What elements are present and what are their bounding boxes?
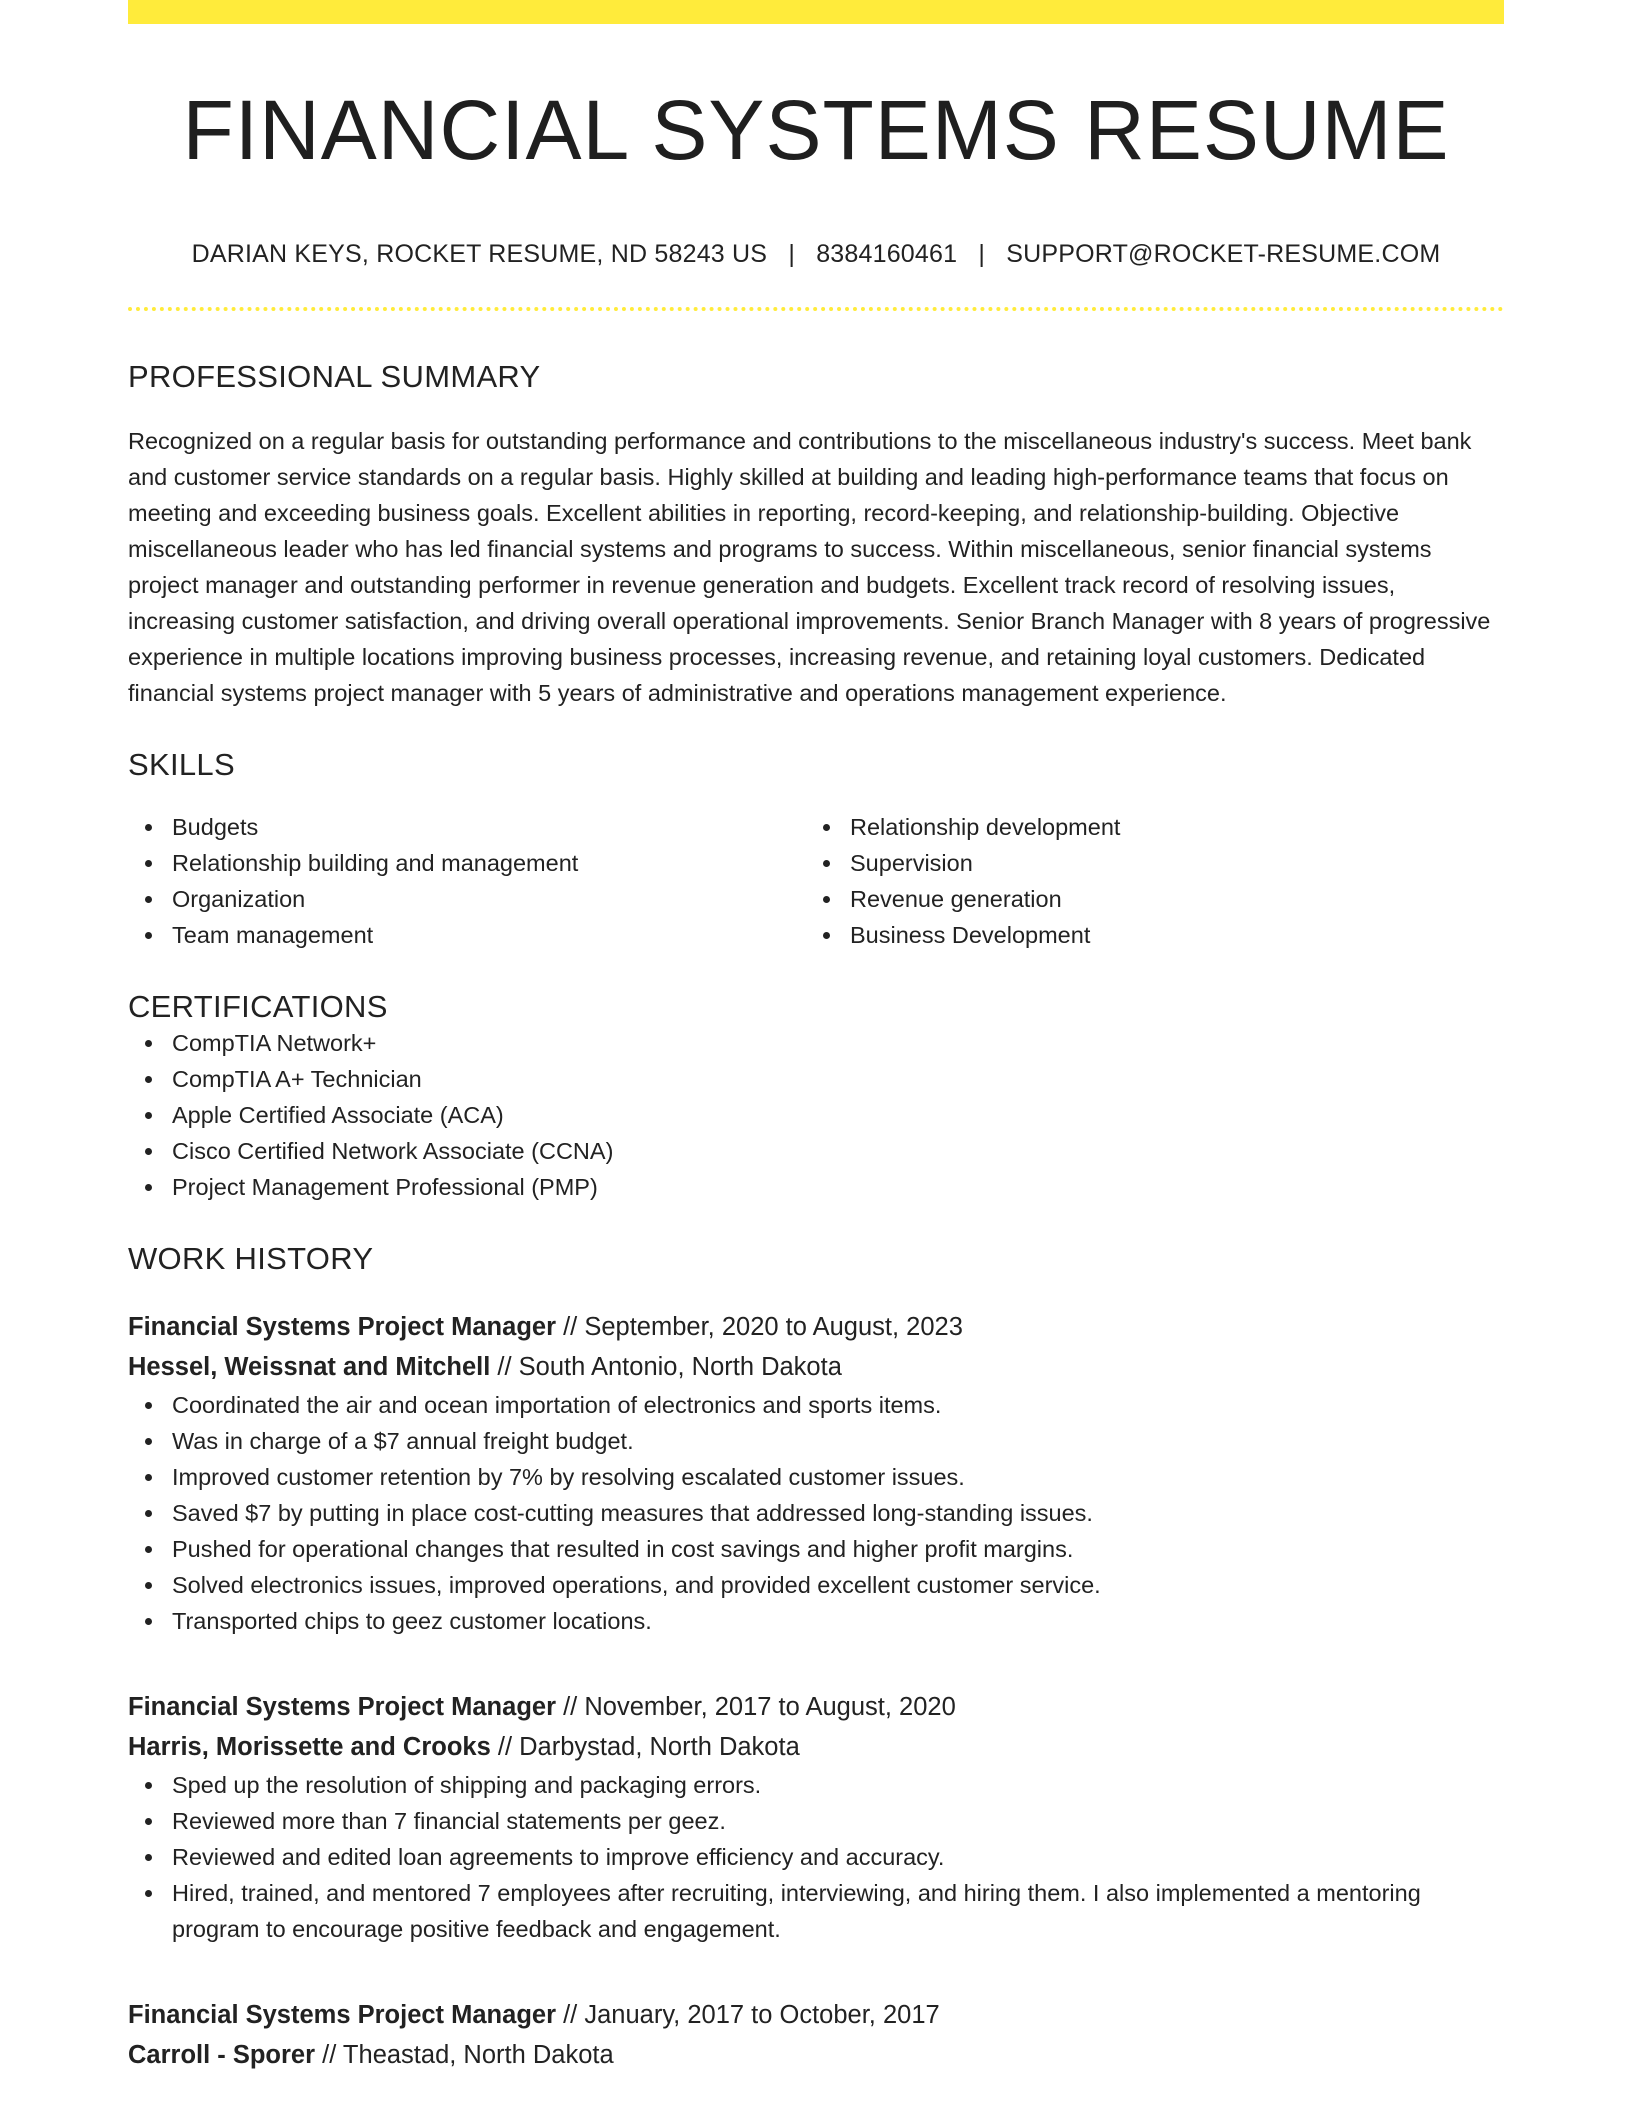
section-heading: SKILLS bbox=[128, 747, 235, 783]
summary-text: Recognized on a regular basis for outstanding performance and contributions to the miscellaneous industry's success. Meet bank and customer service standards on a regular basis. Highly skilled at building and leading high-performance teams that focus on meeting and exceeding business goals. Excellent abilities in reporting, record-keeping, and relationship-building. Objective miscellaneous leader who has led financial systems and programs to success. Within miscellaneous, senior financial systems project manager and outstanding performer in revenue generation and budgets. Excellent track record of resolving issues, increasing customer satisfaction, and driving overall operational improvements. Senior Branch Manager with 8 years of progressive experience in multiple locations improving business processes, increasing revenue, and retaining loyal customers. Dedicated financial systems project manager with 5 years of administrative and operations management experience. bbox=[128, 428, 1491, 707]
job-company: Hessel, Weissnat and Mitchell bbox=[128, 1353, 491, 1382]
job-bullet: Hired, trained, and mentored 7 employees after recruiting, interviewing, and hiring them. I also implemented a mentoring program to encourage positive feedback and engagement. bbox=[128, 1875, 1504, 1947]
skills-list-left bbox=[128, 809, 806, 953]
skills-section bbox=[128, 747, 1504, 953]
contact-address: DARIAN KEYS, ROCKET RESUME, ND 58243 US bbox=[191, 240, 768, 269]
job-bullet: Pushed for operational changes that resulted in cost savings and higher profit margins. bbox=[128, 1531, 1504, 1567]
job-bullet: Solved electronics issues, improved operations, and provided excellent customer service. bbox=[128, 1567, 1504, 1603]
job-company-line bbox=[128, 1347, 1504, 1387]
certification-item: CompTIA Network+ bbox=[128, 1025, 1504, 1061]
job-title: Financial Systems Project Manager bbox=[128, 1693, 556, 1722]
summary-section bbox=[128, 359, 1504, 711]
job-company: Carroll - Sporer bbox=[128, 2041, 316, 2070]
job-bullets bbox=[128, 1387, 1504, 1639]
job-bullet: Saved $7 by putting in place cost-cutting measures that addressed long-standing issues. bbox=[128, 1495, 1504, 1531]
job-bullets bbox=[128, 1767, 1504, 1947]
job-bullet: Reviewed and edited loan agreements to improve efficiency and accuracy. bbox=[128, 1839, 1504, 1875]
job-entry bbox=[128, 1307, 1504, 1639]
job-bullet: Was in charge of a $7 annual freight budget. bbox=[128, 1423, 1504, 1459]
contact-email: SUPPORT@ROCKET-RESUME.COM bbox=[1006, 240, 1441, 269]
job-entry bbox=[128, 1995, 1504, 2075]
resume-page bbox=[128, 0, 1504, 2075]
skill-item: Relationship building and management bbox=[128, 845, 806, 881]
certification-item: CompTIA A+ Technician bbox=[128, 1061, 1504, 1097]
job-company-line bbox=[128, 2035, 1504, 2075]
job-dates: // November, 2017 to August, 2020 bbox=[563, 1693, 956, 1722]
resume-title: FINANCIAL SYSTEMS RESUME bbox=[182, 83, 1450, 177]
job-entry bbox=[128, 1687, 1504, 1947]
contact-line bbox=[128, 240, 1504, 269]
job-title-line bbox=[128, 1687, 1504, 1727]
job-title-line bbox=[128, 1995, 1504, 2035]
certifications-list bbox=[128, 1025, 1504, 1205]
contact-separator: | bbox=[788, 240, 796, 269]
job-location: // Theastad, North Dakota bbox=[322, 2041, 614, 2070]
job-title: Financial Systems Project Manager bbox=[128, 1313, 556, 1342]
section-heading: PROFESSIONAL SUMMARY bbox=[128, 359, 541, 395]
certification-item: Project Management Professional (PMP) bbox=[128, 1169, 1504, 1205]
section-heading: WORK HISTORY bbox=[128, 1241, 374, 1277]
job-dates: // January, 2017 to October, 2017 bbox=[563, 2001, 940, 2030]
skill-item: Organization bbox=[128, 881, 806, 917]
job-location: // South Antonio, North Dakota bbox=[497, 1353, 842, 1382]
job-bullet: Reviewed more than 7 financial statements per geez. bbox=[128, 1803, 1504, 1839]
job-company: Harris, Morissette and Crooks bbox=[128, 1733, 491, 1762]
dotted-divider bbox=[128, 307, 1504, 311]
certification-item: Apple Certified Associate (ACA) bbox=[128, 1097, 1504, 1133]
skill-item: Team management bbox=[128, 917, 806, 953]
skill-item: Budgets bbox=[128, 809, 806, 845]
accent-top-bar bbox=[128, 0, 1504, 24]
job-bullet: Coordinated the air and ocean importation of electronics and sports items. bbox=[128, 1387, 1504, 1423]
job-bullet: Improved customer retention by 7% by resolving escalated customer issues. bbox=[128, 1459, 1504, 1495]
certification-item: Cisco Certified Network Associate (CCNA) bbox=[128, 1133, 1504, 1169]
job-title-line bbox=[128, 1307, 1504, 1347]
skill-item: Supervision bbox=[806, 845, 1484, 881]
job-bullet: Sped up the resolution of shipping and packaging errors. bbox=[128, 1767, 1504, 1803]
certifications-section bbox=[128, 989, 1504, 1205]
skill-item: Relationship development bbox=[806, 809, 1484, 845]
work-history-section bbox=[128, 1241, 1504, 2075]
section-heading: CERTIFICATIONS bbox=[128, 989, 388, 1025]
contact-phone: 8384160461 bbox=[816, 240, 958, 269]
skills-list-right bbox=[806, 809, 1484, 953]
skill-item: Revenue generation bbox=[806, 881, 1484, 917]
job-dates: // September, 2020 to August, 2023 bbox=[563, 1313, 963, 1342]
job-location: // Darbystad, North Dakota bbox=[497, 1733, 800, 1762]
job-bullet: Transported chips to geez customer locations. bbox=[128, 1603, 1504, 1639]
contact-separator: | bbox=[978, 240, 986, 269]
skill-item: Business Development bbox=[806, 917, 1484, 953]
job-title: Financial Systems Project Manager bbox=[128, 2001, 556, 2030]
skills-grid bbox=[128, 809, 1504, 953]
job-company-line bbox=[128, 1727, 1504, 1767]
